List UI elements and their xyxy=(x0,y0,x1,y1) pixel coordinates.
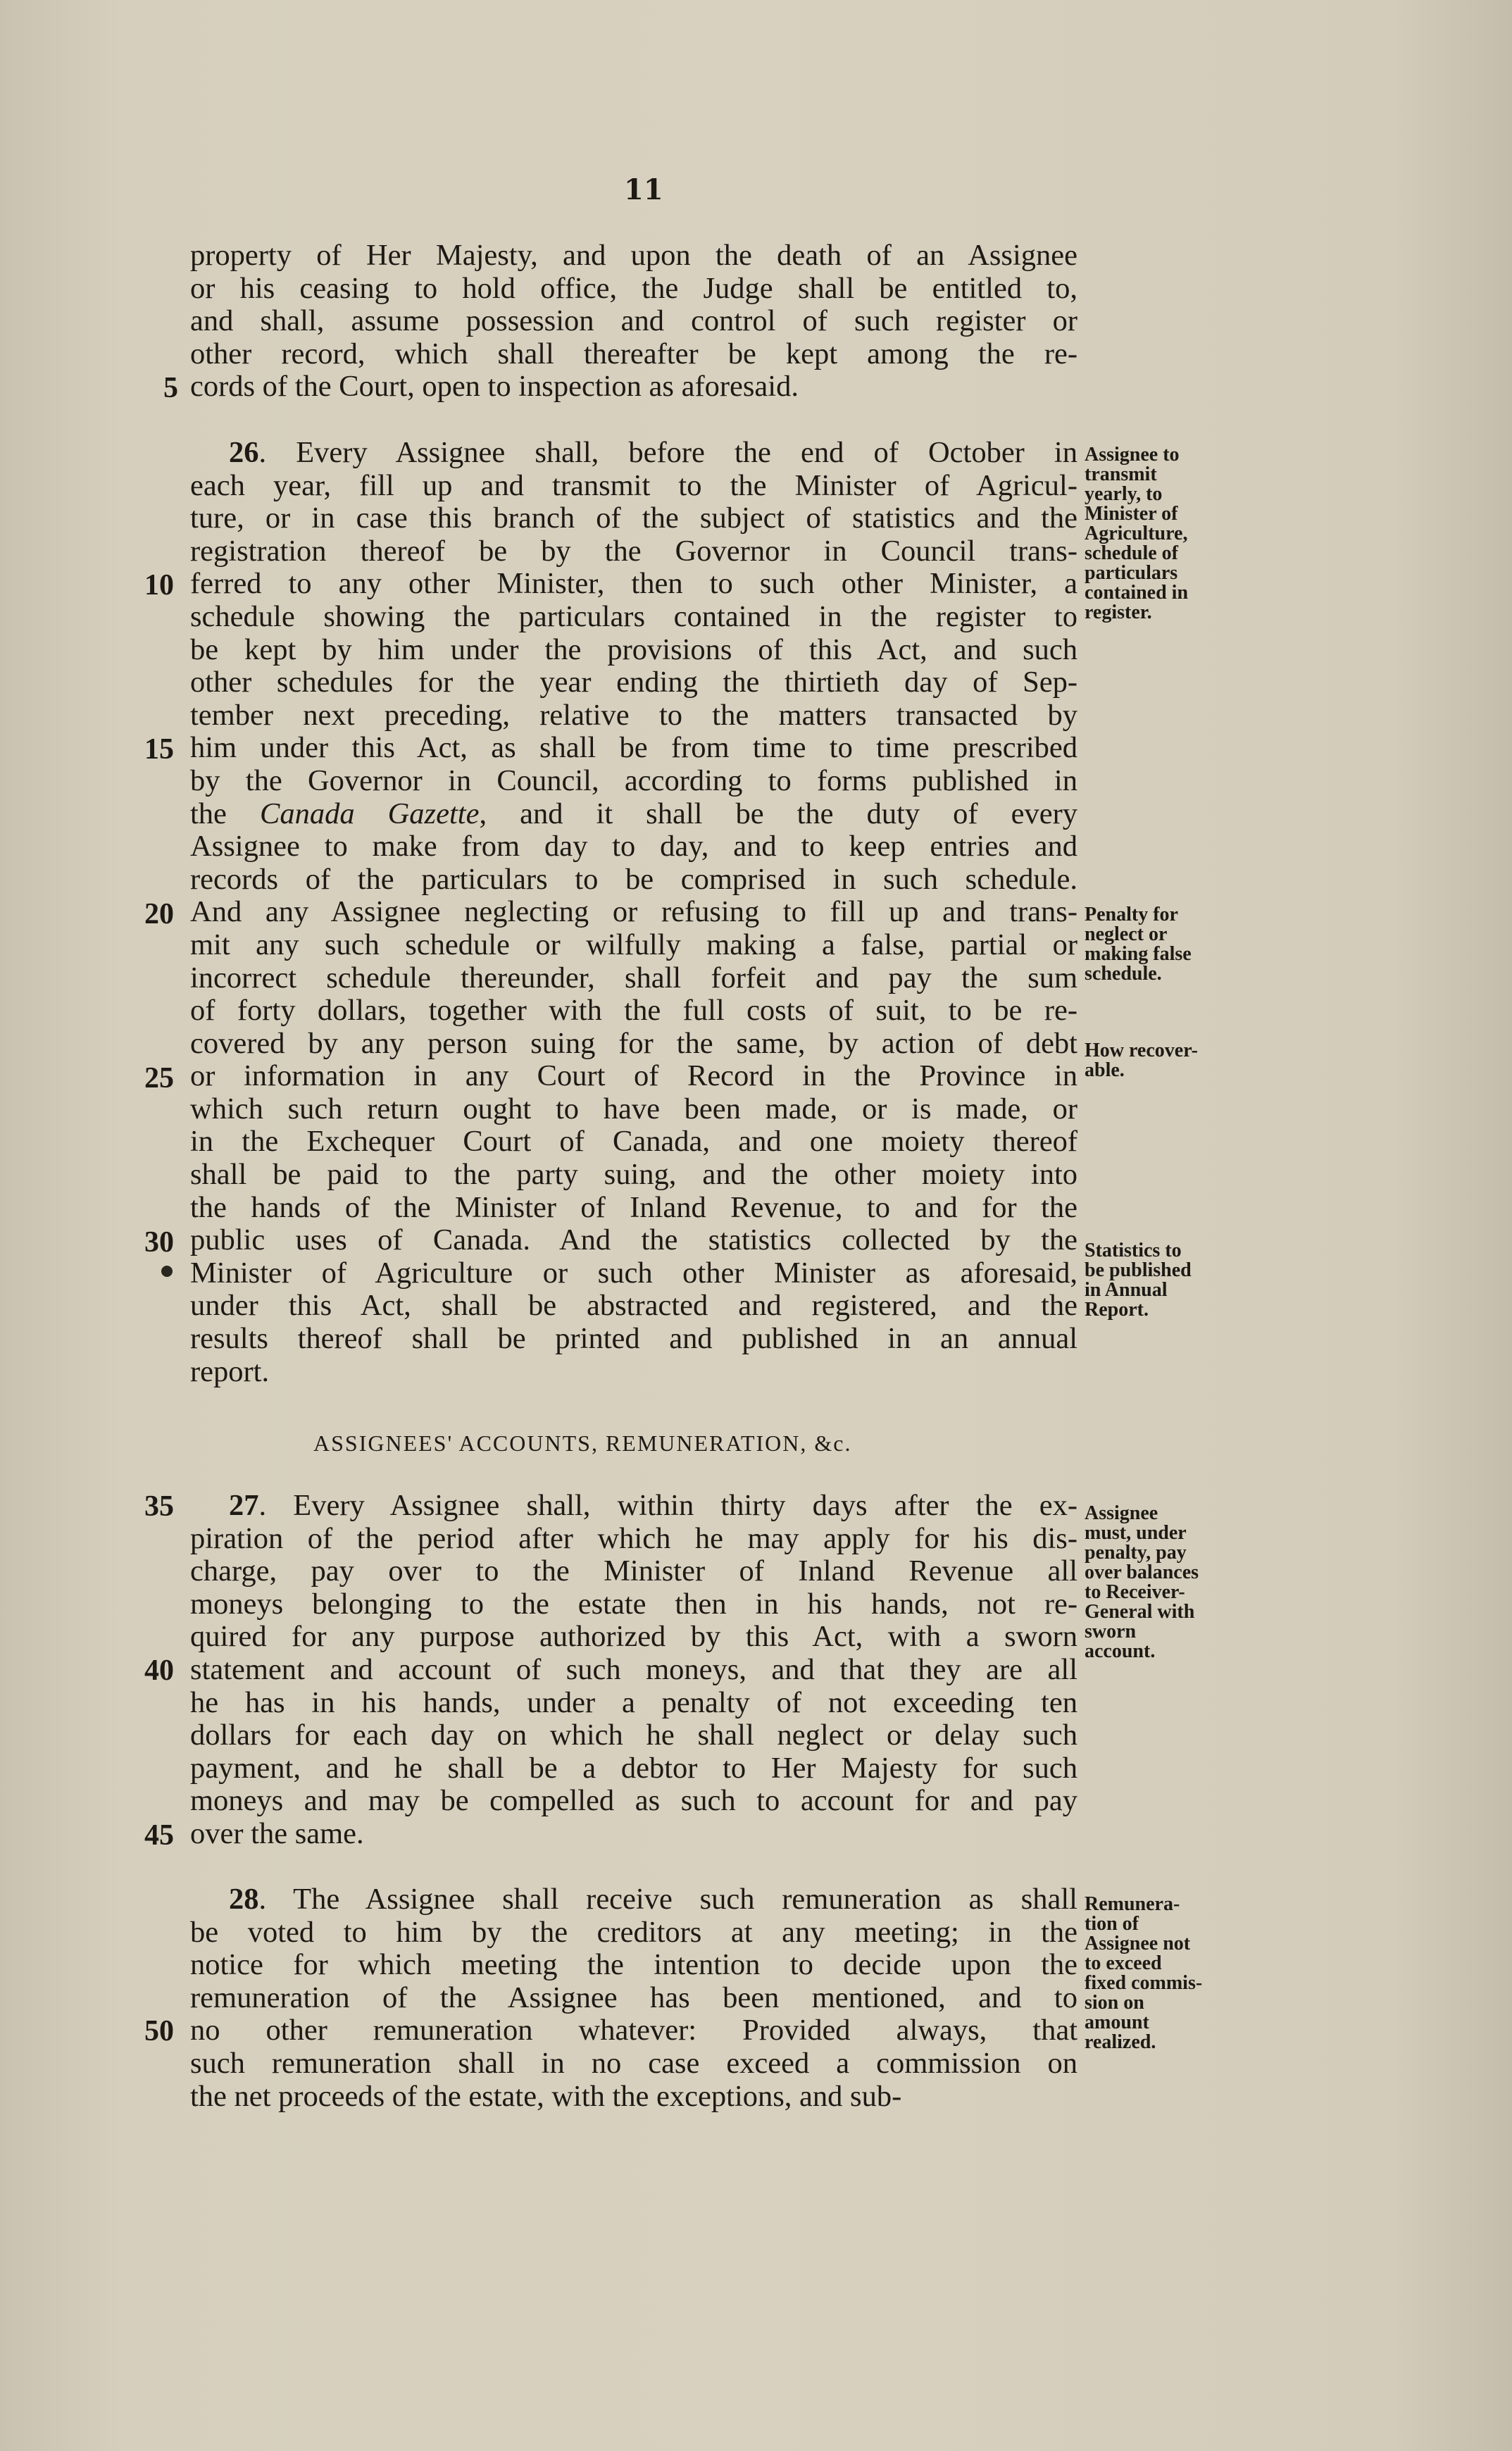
note-line: able. xyxy=(1085,1059,1125,1081)
note-line: neglect or xyxy=(1085,923,1168,945)
text-line: and shall, assume possession and control of such register or xyxy=(190,304,1077,338)
line-number: 30 xyxy=(144,1226,174,1259)
text-fragment: , and it shall be the duty of every xyxy=(479,797,1078,830)
text-line: ferred to any other Minister, then to such other Minister, a xyxy=(190,567,1077,601)
text-line: remuneration of the Assignee has been mentioned, and to xyxy=(190,1981,1077,2014)
text-line: him under this Act, as shall be from time to time prescribed xyxy=(190,731,1077,765)
italic-gazette: Canada Gazette xyxy=(259,797,480,830)
section-heading: ASSIGNEES' ACCOUNTS, REMUNERATION, &c. xyxy=(313,1430,852,1456)
text-line: notice for which meeting the intention to decide upon the xyxy=(190,1948,1077,1982)
note-line: in Annual xyxy=(1085,1279,1168,1301)
text-line: no other remuneration whatever: Provided always, that xyxy=(190,2014,1077,2047)
note-line: sion on xyxy=(1085,1992,1144,2014)
note-line: over balances xyxy=(1085,1561,1199,1583)
text-fragment: . Every Assignee shall, within thirty days after the ex- xyxy=(258,1489,1077,1522)
note-line: Minister of xyxy=(1085,503,1178,525)
text-line: moneys and may be compelled as such to account for and pay xyxy=(190,1784,1077,1818)
section-number: 28 xyxy=(229,1883,259,1916)
paragraph-continuation xyxy=(190,239,1077,404)
text-line: the net proceeds of the estate, with the exceptions, and sub- xyxy=(190,2079,902,2113)
margin-note xyxy=(1085,905,1243,984)
text-line xyxy=(190,1883,1077,1916)
text-line: Assignee to make from day to day, and to keep entries and xyxy=(190,830,1077,863)
margin-note xyxy=(1085,445,1243,623)
text-fragment: the xyxy=(190,797,260,830)
text-line: And any Assignee neglecting or refusing to fill up and trans- xyxy=(190,895,1077,929)
note-line: Assignee not xyxy=(1085,1933,1191,1954)
text-line: be kept by him under the provisions of this Act, and such xyxy=(190,632,1077,666)
text-line: records of the particulars to be comprised in such schedule. xyxy=(190,862,1077,896)
text-line: under this Act, shall be abstracted and registered, and the xyxy=(190,1289,1077,1323)
note-line: sworn xyxy=(1085,1621,1137,1642)
line-number: 15 xyxy=(144,733,174,766)
page-number: 11 xyxy=(624,173,663,206)
text-line: or his ceasing to hold office, the Judge shall be entitled to, xyxy=(190,271,1077,305)
margin-note xyxy=(1085,1504,1243,1661)
text-line: mit any such schedule or wilfully making a false, partial or xyxy=(190,928,1077,961)
text-line: such remuneration shall in no case exceed a commission on xyxy=(190,2046,1077,2080)
note-line: Assignee to xyxy=(1085,444,1180,466)
text-line: property of Her Majesty, and upon the death of an Assignee xyxy=(190,239,1077,272)
text-line xyxy=(190,798,1077,831)
text-line: tember next preceding, relative to the matters transacted by xyxy=(190,698,1077,732)
text-line: dollars for each day on which he shall neglect or delay such xyxy=(190,1719,1077,1752)
note-line: to Receiver- xyxy=(1085,1581,1185,1603)
note-line: General with xyxy=(1085,1601,1195,1623)
text-line: in the Exchequer Court of Canada, and one moiety thereof xyxy=(190,1125,1077,1159)
text-line: other record, which shall thereafter be kept among the re- xyxy=(190,337,1077,370)
note-line: realized. xyxy=(1085,2031,1156,2053)
section-27 xyxy=(190,1490,1077,1851)
note-line: particulars xyxy=(1085,562,1178,584)
line-number: 35 xyxy=(144,1490,174,1523)
line-number: 50 xyxy=(144,2015,174,2047)
line-number: 40 xyxy=(144,1654,174,1687)
margin-note xyxy=(1085,1241,1243,1320)
note-line: be published xyxy=(1085,1259,1192,1281)
note-line: making false xyxy=(1085,943,1192,965)
note-line: Statistics to xyxy=(1085,1240,1182,1261)
text-line: ture, or in case this branch of the subject of statistics and the xyxy=(190,501,1077,535)
text-line: each year, fill up and transmit to the Minister of Agricul- xyxy=(190,468,1077,502)
text-fragment: . Every Assignee shall, before the end of October in xyxy=(258,436,1077,469)
note-line: Penalty for xyxy=(1085,904,1178,925)
note-line: schedule. xyxy=(1085,963,1162,985)
note-line: Remunera- xyxy=(1085,1893,1180,1915)
section-number: 26 xyxy=(229,436,259,469)
line-number: 20 xyxy=(144,898,174,930)
note-line: transmit xyxy=(1085,463,1157,485)
text-line: results thereof shall be printed and published in an annual xyxy=(190,1322,1077,1356)
line-number: 5 xyxy=(163,372,178,404)
text-line: of forty dollars, together with the full costs of suit, to be re- xyxy=(190,994,1077,1028)
note-line: Agriculture, xyxy=(1085,523,1188,544)
line-number: 10 xyxy=(144,569,174,601)
text-line: by the Governor in Council, according to forms published in xyxy=(190,763,1077,797)
text-line: incorrect schedule thereunder, shall forfeit and pay the sum xyxy=(190,961,1077,994)
note-line: must, under xyxy=(1085,1522,1187,1544)
note-line: schedule of xyxy=(1085,542,1178,564)
note-line: register. xyxy=(1085,601,1152,623)
margin-note xyxy=(1085,1041,1243,1080)
text-line: schedule showing the particulars contained in the register to xyxy=(190,599,1077,633)
line-number: 45 xyxy=(144,1819,174,1852)
line-number: 25 xyxy=(144,1062,174,1094)
note-line: fixed commis- xyxy=(1085,1972,1203,1994)
note-line: contained in xyxy=(1085,582,1189,604)
note-line: account. xyxy=(1085,1640,1156,1662)
text-line: he has in his hands, under a penalty of not exceeding ten xyxy=(190,1685,1077,1719)
note-line: to exceed xyxy=(1085,1952,1162,1974)
text-line: charge, pay over to the Minister of Inland Revenue all xyxy=(190,1554,1077,1588)
bullet-mark xyxy=(161,1266,173,1277)
note-line: amount xyxy=(1085,2012,1149,2033)
text-line: the hands of the Minister of Inland Revenue, to and for the xyxy=(190,1190,1077,1224)
note-line: tion of xyxy=(1085,1913,1139,1935)
note-line: Report. xyxy=(1085,1299,1149,1321)
note-line: Assignee xyxy=(1085,1502,1158,1524)
text-line: or information in any Court of Record in the Province in xyxy=(190,1059,1077,1093)
section-number: 27 xyxy=(229,1489,259,1522)
text-line: registration thereof be by the Governor in Council trans- xyxy=(190,534,1077,568)
text-line: piration of the period after which he may apply for his dis- xyxy=(190,1521,1077,1555)
note-line: penalty, pay xyxy=(1085,1542,1187,1564)
text-fragment: . The Assignee shall receive such remuneration as shall xyxy=(258,1883,1077,1916)
text-line: moneys belonging to the estate then in his hands, not re- xyxy=(190,1587,1077,1621)
text-line: payment, and he shall be a debtor to Her Majesty for such xyxy=(190,1751,1077,1785)
text-line: shall be paid to the party suing, and the other moiety into xyxy=(190,1158,1077,1192)
text-line: be voted to him by the creditors at any meeting; in the xyxy=(190,1915,1077,1949)
note-line: yearly, to xyxy=(1085,483,1163,505)
text-line: covered by any person suing for the same, by action of debt xyxy=(190,1026,1077,1060)
text-line: which such return ought to have been made, or is made, or xyxy=(190,1092,1077,1125)
margin-note xyxy=(1085,1895,1243,2052)
text-line xyxy=(190,1490,1077,1523)
section-28 xyxy=(190,1883,1077,2113)
text-line: public uses of Canada. And the statistics collected by the xyxy=(190,1223,1077,1257)
text-line: other schedules for the year ending the thirtieth day of Sep- xyxy=(190,666,1077,699)
text-line: Minister of Agriculture or such other Minister as aforesaid, xyxy=(190,1256,1077,1290)
section-26 xyxy=(190,437,1077,1388)
text-line: quired for any purpose authorized by this Act, with a sworn xyxy=(190,1620,1077,1654)
text-line: over the same. xyxy=(190,1816,364,1850)
text-line xyxy=(190,437,1077,470)
text-line: report. xyxy=(190,1354,270,1388)
text-line: statement and account of such moneys, and that they are all xyxy=(190,1652,1077,1686)
note-line: How recover- xyxy=(1085,1040,1198,1061)
text-line: cords of the Court, open to inspection as aforesaid. xyxy=(190,370,799,404)
